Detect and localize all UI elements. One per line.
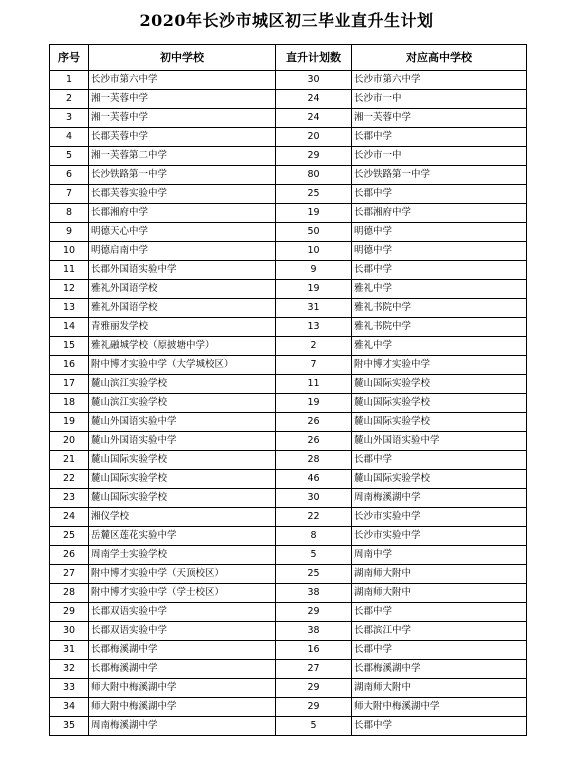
table-body <box>50 71 527 736</box>
table-row <box>50 489 527 508</box>
cell-quota: 24 <box>276 90 352 109</box>
table-row <box>50 717 527 736</box>
table-row <box>50 546 527 565</box>
table-header-row <box>50 45 527 71</box>
header-serial: 序号 <box>50 45 89 71</box>
cell-serial: 26 <box>50 546 89 565</box>
cell-senior-school: 长沙市实验中学 <box>352 508 527 527</box>
cell-quota: 26 <box>276 432 352 451</box>
cell-quota: 50 <box>276 223 352 242</box>
page-title: 2020年长沙市城区初三毕业直升生计划 <box>139 11 434 30</box>
cell-serial: 32 <box>50 660 89 679</box>
cell-junior-school: 明德启南中学 <box>89 242 276 261</box>
cell-senior-school: 长沙铁路第一中学 <box>352 166 527 185</box>
cell-junior-school: 长沙市第六中学 <box>89 71 276 90</box>
cell-quota: 29 <box>276 147 352 166</box>
cell-junior-school: 长郡湘府中学 <box>89 204 276 223</box>
table-row <box>50 223 527 242</box>
cell-serial: 14 <box>50 318 89 337</box>
cell-serial: 4 <box>50 128 89 147</box>
cell-senior-school: 长沙市实验中学 <box>352 527 527 546</box>
header-junior-school: 初中学校 <box>89 45 276 71</box>
table-row <box>50 185 527 204</box>
table-row <box>50 432 527 451</box>
table-row <box>50 128 527 147</box>
cell-quota: 7 <box>276 356 352 375</box>
cell-serial: 1 <box>50 71 89 90</box>
cell-serial: 35 <box>50 717 89 736</box>
cell-quota: 20 <box>276 128 352 147</box>
cell-senior-school: 长郡中学 <box>352 641 527 660</box>
cell-quota: 27 <box>276 660 352 679</box>
table-row <box>50 147 527 166</box>
cell-quota: 19 <box>276 394 352 413</box>
table-row <box>50 280 527 299</box>
header-quota: 直升计划数 <box>276 45 352 71</box>
cell-serial: 27 <box>50 565 89 584</box>
cell-junior-school: 长郡梅溪湖中学 <box>89 641 276 660</box>
cell-junior-school: 长郡芙蓉实验中学 <box>89 185 276 204</box>
table-row <box>50 698 527 717</box>
cell-senior-school: 长郡滨江中学 <box>352 622 527 641</box>
cell-quota: 25 <box>276 185 352 204</box>
cell-quota: 29 <box>276 698 352 717</box>
cell-quota: 29 <box>276 603 352 622</box>
cell-senior-school: 长郡中学 <box>352 603 527 622</box>
cell-quota: 5 <box>276 546 352 565</box>
table-row <box>50 660 527 679</box>
cell-quota: 19 <box>276 204 352 223</box>
cell-junior-school: 周南学士实验学校 <box>89 546 276 565</box>
cell-quota: 38 <box>276 584 352 603</box>
cell-senior-school: 明德中学 <box>352 242 527 261</box>
cell-senior-school: 雅礼书院中学 <box>352 299 527 318</box>
table-row <box>50 71 527 90</box>
table-row <box>50 299 527 318</box>
table-row <box>50 508 527 527</box>
plan-table <box>49 44 527 736</box>
cell-serial: 22 <box>50 470 89 489</box>
cell-senior-school: 长郡梅溪湖中学 <box>352 660 527 679</box>
cell-quota: 16 <box>276 641 352 660</box>
cell-quota: 8 <box>276 527 352 546</box>
cell-senior-school: 长郡中学 <box>352 717 527 736</box>
cell-quota: 10 <box>276 242 352 261</box>
cell-serial: 16 <box>50 356 89 375</box>
cell-serial: 11 <box>50 261 89 280</box>
cell-serial: 21 <box>50 451 89 470</box>
table-row <box>50 261 527 280</box>
cell-senior-school: 湖南师大附中 <box>352 679 527 698</box>
cell-junior-school: 明德天心中学 <box>89 223 276 242</box>
cell-senior-school: 湖南师大附中 <box>352 565 527 584</box>
table-row <box>50 166 527 185</box>
cell-junior-school: 湘一芙蓉第二中学 <box>89 147 276 166</box>
cell-quota: 13 <box>276 318 352 337</box>
cell-junior-school: 附中博才实验中学（学士校区） <box>89 584 276 603</box>
cell-junior-school: 师大附中梅溪湖中学 <box>89 698 276 717</box>
cell-serial: 8 <box>50 204 89 223</box>
table-row <box>50 565 527 584</box>
cell-serial: 28 <box>50 584 89 603</box>
cell-junior-school: 长郡芙蓉中学 <box>89 128 276 147</box>
cell-junior-school: 师大附中梅溪湖中学 <box>89 679 276 698</box>
cell-junior-school: 麓山国际实验学校 <box>89 470 276 489</box>
cell-senior-school: 雅礼书院中学 <box>352 318 527 337</box>
cell-quota: 24 <box>276 109 352 128</box>
cell-senior-school: 麓山外国语实验中学 <box>352 432 527 451</box>
cell-serial: 15 <box>50 337 89 356</box>
cell-junior-school: 麓山外国语实验中学 <box>89 413 276 432</box>
cell-serial: 33 <box>50 679 89 698</box>
cell-junior-school: 麓山滨江实验学校 <box>89 394 276 413</box>
cell-junior-school: 麓山国际实验学校 <box>89 451 276 470</box>
header-senior-school: 对应高中学校 <box>352 45 527 71</box>
cell-serial: 9 <box>50 223 89 242</box>
table-row <box>50 641 527 660</box>
cell-junior-school: 长沙铁路第一中学 <box>89 166 276 185</box>
cell-serial: 17 <box>50 375 89 394</box>
table-row <box>50 90 527 109</box>
cell-quota: 38 <box>276 622 352 641</box>
cell-serial: 13 <box>50 299 89 318</box>
cell-senior-school: 明德中学 <box>352 223 527 242</box>
cell-junior-school: 周南梅溪湖中学 <box>89 717 276 736</box>
cell-senior-school: 师大附中梅溪湖中学 <box>352 698 527 717</box>
table-row <box>50 109 527 128</box>
cell-junior-school: 湘一芙蓉中学 <box>89 109 276 128</box>
cell-junior-school: 麓山国际实验学校 <box>89 489 276 508</box>
cell-junior-school: 长郡外国语实验中学 <box>89 261 276 280</box>
cell-junior-school: 雅礼外国语学校 <box>89 299 276 318</box>
cell-junior-school: 附中博才实验中学（天顶校区） <box>89 565 276 584</box>
cell-quota: 28 <box>276 451 352 470</box>
cell-junior-school: 青雅丽发学校 <box>89 318 276 337</box>
table-row <box>50 451 527 470</box>
cell-senior-school: 长沙市一中 <box>352 147 527 166</box>
table-row <box>50 242 527 261</box>
cell-quota: 29 <box>276 679 352 698</box>
table-row <box>50 603 527 622</box>
cell-senior-school: 雅礼中学 <box>352 337 527 356</box>
cell-senior-school: 麓山国际实验学校 <box>352 375 527 394</box>
cell-quota: 25 <box>276 565 352 584</box>
table-row <box>50 375 527 394</box>
cell-senior-school: 长郡中学 <box>352 185 527 204</box>
cell-quota: 2 <box>276 337 352 356</box>
cell-serial: 12 <box>50 280 89 299</box>
cell-junior-school: 湘仪学校 <box>89 508 276 527</box>
table-row <box>50 584 527 603</box>
table-row <box>50 622 527 641</box>
cell-serial: 5 <box>50 147 89 166</box>
cell-senior-school: 雅礼中学 <box>352 280 527 299</box>
table-row <box>50 337 527 356</box>
cell-serial: 29 <box>50 603 89 622</box>
cell-serial: 23 <box>50 489 89 508</box>
cell-senior-school: 长郡中学 <box>352 451 527 470</box>
cell-senior-school: 长郡中学 <box>352 128 527 147</box>
cell-serial: 20 <box>50 432 89 451</box>
table-row <box>50 394 527 413</box>
cell-senior-school: 麓山国际实验学校 <box>352 413 527 432</box>
cell-junior-school: 湘一芙蓉中学 <box>89 90 276 109</box>
cell-quota: 30 <box>276 489 352 508</box>
cell-junior-school: 雅礼融城学校（原披塘中学） <box>89 337 276 356</box>
cell-quota: 80 <box>276 166 352 185</box>
cell-senior-school: 长沙市一中 <box>352 90 527 109</box>
cell-serial: 34 <box>50 698 89 717</box>
table-row <box>50 470 527 489</box>
cell-junior-school: 长郡双语实验中学 <box>89 603 276 622</box>
table-row <box>50 679 527 698</box>
cell-junior-school: 麓山滨江实验学校 <box>89 375 276 394</box>
cell-serial: 7 <box>50 185 89 204</box>
cell-junior-school: 麓山外国语实验中学 <box>89 432 276 451</box>
cell-serial: 25 <box>50 527 89 546</box>
cell-quota: 5 <box>276 717 352 736</box>
cell-senior-school: 麓山国际实验学校 <box>352 394 527 413</box>
table-row <box>50 204 527 223</box>
cell-senior-school: 周南中学 <box>352 546 527 565</box>
table-row <box>50 356 527 375</box>
cell-junior-school: 附中博才实验中学（大学城校区） <box>89 356 276 375</box>
cell-serial: 31 <box>50 641 89 660</box>
cell-quota: 11 <box>276 375 352 394</box>
table-row <box>50 413 527 432</box>
cell-junior-school: 长郡梅溪湖中学 <box>89 660 276 679</box>
cell-serial: 6 <box>50 166 89 185</box>
cell-serial: 2 <box>50 90 89 109</box>
cell-quota: 26 <box>276 413 352 432</box>
cell-senior-school: 长沙市第六中学 <box>352 71 527 90</box>
cell-junior-school: 雅礼外国语学校 <box>89 280 276 299</box>
cell-senior-school: 长郡湘府中学 <box>352 204 527 223</box>
cell-quota: 30 <box>276 71 352 90</box>
cell-senior-school: 长郡中学 <box>352 261 527 280</box>
cell-junior-school: 长郡双语实验中学 <box>89 622 276 641</box>
cell-quota: 19 <box>276 280 352 299</box>
cell-quota: 46 <box>276 470 352 489</box>
cell-quota: 9 <box>276 261 352 280</box>
cell-senior-school: 附中博才实验中学 <box>352 356 527 375</box>
cell-junior-school: 岳麓区莲花实验中学 <box>89 527 276 546</box>
cell-senior-school: 周南梅溪湖中学 <box>352 489 527 508</box>
cell-quota: 22 <box>276 508 352 527</box>
cell-senior-school: 湘一芙蓉中学 <box>352 109 527 128</box>
table-row <box>50 318 527 337</box>
cell-senior-school: 麓山国际实验学校 <box>352 470 527 489</box>
cell-serial: 18 <box>50 394 89 413</box>
cell-serial: 30 <box>50 622 89 641</box>
cell-senior-school: 湖南师大附中 <box>352 584 527 603</box>
cell-serial: 3 <box>50 109 89 128</box>
cell-serial: 10 <box>50 242 89 261</box>
cell-serial: 19 <box>50 413 89 432</box>
cell-serial: 24 <box>50 508 89 527</box>
table-row <box>50 527 527 546</box>
cell-quota: 31 <box>276 299 352 318</box>
